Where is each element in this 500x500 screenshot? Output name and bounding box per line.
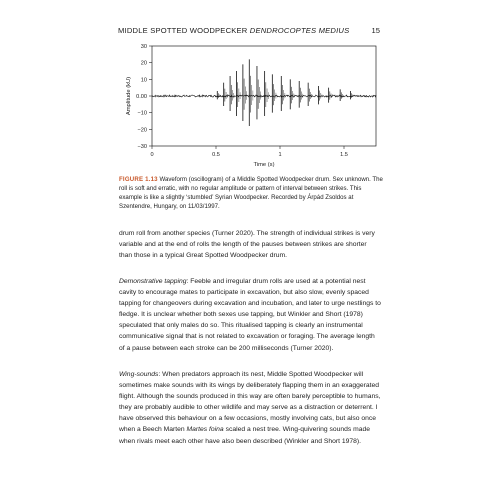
drum-strike: [299, 81, 303, 108]
y-tick-label: 10: [140, 77, 147, 84]
chart-axes: [149, 46, 376, 149]
paragraph-drum-roll: [119, 228, 381, 261]
y-tick-label: −20: [137, 127, 147, 134]
drum-strike: [290, 79, 294, 109]
drum-strike: [265, 71, 269, 116]
drum-strike: [340, 89, 344, 101]
drum-strike: [243, 64, 247, 121]
drum-strike: [281, 76, 285, 111]
paragraph-2-text: : Feeble and irregular drum rolls are used at a potential nest cavity to encourage mates to participate in excavation, but also slow, evenly spaced tapping for changeovers during excavation and incubation, and later to urge nestlings to fledge. It is unclear whether both sexes use tapping, but Winkler and Short (1978) speculated that only males do so. This ritualised tapping is clearly an instrumental communicative signal that is not related to excavation or foraging. The average length of a pause between each stroke can be 200 milliseconds (Turner 2020).: [119, 278, 381, 352]
chart-labels: [126, 44, 348, 168]
paragraph-3-species: Martes foina: [186, 426, 224, 434]
paragraph-3-heading: Wing-sounds: [119, 371, 159, 378]
x-tick-label: 1: [278, 152, 282, 158]
y-tick-label: 20: [140, 60, 147, 67]
x-tick-label: 1.5: [340, 152, 348, 158]
paragraph-3-text-b: scaled a nest tree. Wing-quivering sounds made when rivals meet each other have also been described (Winkler and Short 1978).: [119, 426, 371, 445]
y-tick-label: 0.00: [136, 94, 147, 100]
drum-strike: [249, 59, 253, 126]
y-axis-label: Amplitude (kU): [126, 76, 132, 116]
figure-caption: [119, 176, 383, 212]
running-title-species: DENDROCOPTES MEDIUS: [249, 26, 350, 35]
waveform-figure: [118, 40, 380, 172]
page-number: 15: [371, 26, 380, 35]
drum-strike: [350, 91, 354, 99]
figure-label: FIGURE 1.13: [119, 176, 158, 183]
waveform-series: [152, 59, 376, 126]
paragraph-3-text-a: : When predators approach its nest, Middle Spotted Woodpecker will sometimes make sounds with its wings by deliberately flapping them in an exaggerated flight. Although the sounds produced in this way are often barely perceptible to humans, they are probably audible to other wildlife and may serve as a distraction or deterrent. I have observed this behaviour on a few occasions, mostly involving cats, but also once when a Beech Marten: [119, 371, 381, 434]
drum-strike: [257, 66, 261, 119]
y-tick-label: −10: [137, 110, 147, 117]
drum-strike: [236, 71, 240, 116]
paragraph-1-text: drum roll from another species (Turner 2020). The strength of individual strikes is very variable and at the end of rolls the length of the pauses between strikes are shorter than those in a typical Great Spotted Woodpecker drum.: [119, 230, 375, 260]
drum-strike: [272, 74, 276, 112]
caption-text: Waveform (oscillogram) of a Middle Spotted Woodpecker drum. Sex unknown. The roll is soft and erratic, with no regular amplitude or pattern of interval between strikes. This example is like a slightly ‘stumbled’ Syrian Woodpecker. Recorded by Árpád Zsoldos at Szentendre, Hungary, on 11/03/1997.: [119, 176, 383, 210]
y-tick-label: 30: [140, 44, 147, 50]
waveform-chart: [118, 40, 380, 172]
drum-strike: [230, 76, 234, 111]
running-header: [118, 26, 380, 38]
paragraph-demonstrative-tapping: [119, 276, 381, 354]
paragraph-wing-sounds: [119, 369, 381, 447]
drum-strike: [224, 83, 228, 106]
y-tick-label: −30: [137, 144, 147, 150]
drum-strike: [318, 86, 322, 104]
running-title: [118, 26, 349, 35]
running-title-text: MIDDLE SPOTTED WOODPECKER: [118, 26, 248, 35]
x-tick-label: 0.5: [212, 152, 220, 158]
x-axis-label: Time (s): [253, 162, 275, 168]
paragraph-2-heading: Demonstrative tapping: [119, 278, 187, 285]
x-tick-label: 0: [150, 152, 154, 158]
drum-strike: [308, 83, 312, 106]
